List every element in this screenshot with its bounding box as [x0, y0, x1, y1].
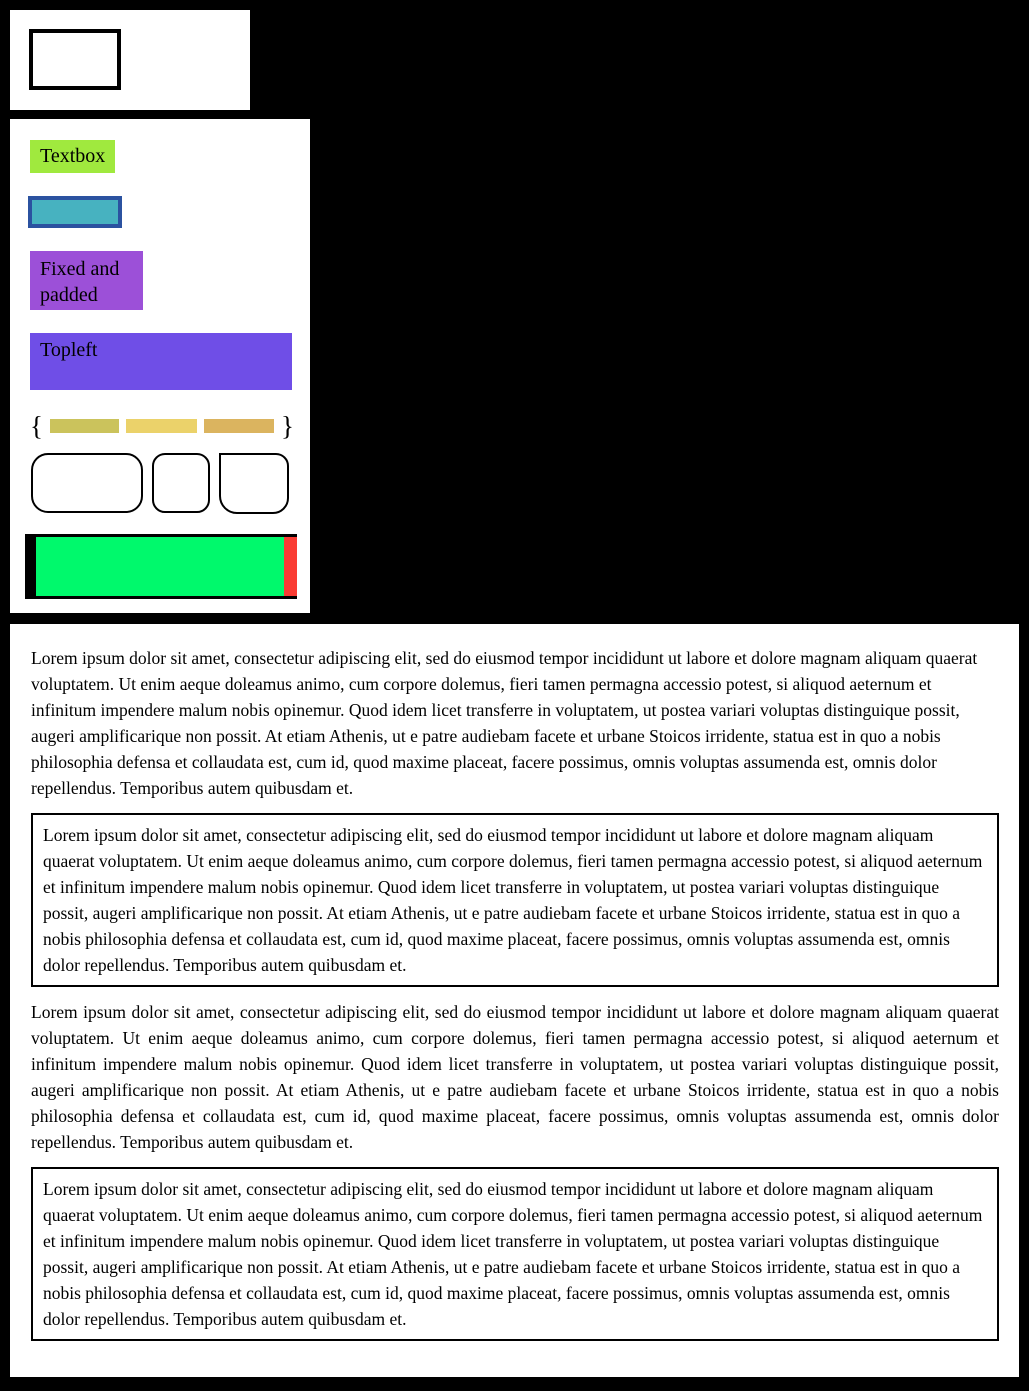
rounded-box-2: [152, 453, 210, 513]
close-brace: }: [280, 411, 294, 441]
top-panel: [10, 10, 250, 110]
open-brace: {: [30, 411, 43, 441]
rounded-box-3: [219, 453, 289, 514]
progress-overflow: [284, 537, 297, 596]
khaki-bar-1: [50, 419, 119, 433]
paragraph-boxed-2: Lorem ipsum dolor sit amet, consectetur adipiscing elit, sed do eiusmod tempor incididunt ut labore et dolore magnam aliquam quaerat voluptatem. Ut enim aeque doleamus animo, cum corpore dolemus, fieri tamen permagna accessio potest, si aliquod aeternum et infinitum impendere malum nobis opinemur. Quod idem licet transferre in voluptatem, ut postea variari voluptas distinguique possit, augeri amplificarique non possit. At etiam Athenis, ut e patre audiebam facete et urbane Stoicos irridente, statua est in quo a nobis philosophia defensa et collaudata est, cum id, quod maxime placeat, facere possimus, omnis voluptas assumenda est, omnis dolor repellendus. Temporibus autem quibusdam et.: [31, 1167, 999, 1341]
rounded-box-row: [31, 453, 289, 513]
progress-track-start: [25, 537, 36, 596]
progress-bar: [25, 534, 297, 599]
brace-row: [30, 413, 294, 439]
widgets-panel: [10, 119, 310, 613]
khaki-bar-3: [204, 419, 274, 433]
paragraph-boxed-1: Lorem ipsum dolor sit amet, consectetur adipiscing elit, sed do eiusmod tempor incididunt ut labore et dolore magnam aliquam quaerat voluptatem. Ut enim aeque doleamus animo, cum corpore dolemus, fieri tamen permagna accessio potest, si aliquod aeternum et infinitum impendere malum nobis opinemur. Quod idem licet transferre in voluptatem, ut postea variari voluptas distinguique possit, augeri amplificarique non possit. At etiam Athenis, ut e patre audiebam facete et urbane Stoicos irridente, statua est in quo a nobis philosophia defensa et collaudata est, cum id, quod maxime placeat, facere possimus, omnis voluptas assumenda est, omnis dolor repellendus. Temporibus autem quibusdam et.: [31, 813, 999, 987]
rounded-box-1: [31, 453, 143, 513]
paragraph-justified: Lorem ipsum dolor sit amet, consectetur adipiscing elit, sed do eiusmod tempor incididunt ut labore et dolore magnam aliquam quaerat voluptatem. Ut enim aeque doleamus animo, cum corpore dolemus, fieri tamen permagna accessio potest, si aliquod aeternum et infinitum impendere malum nobis opinemur. Quod idem licet transferre in voluptatem, ut postea variari voluptas distinguique possit, augeri amplificarique non possit. At etiam Athenis, ut e patre audiebam facete et urbane Stoicos irridente, statua est in quo a nobis philosophia defensa et collaudata est, cum id, quod maxime placeat, facere possimus, omnis voluptas assumenda est, omnis dolor repellendus. Temporibus autem quibusdam et.: [31, 1002, 999, 1152]
teal-bordered-box: [28, 196, 122, 228]
topleft-box: Topleft: [30, 333, 292, 390]
paragraph-plain: Lorem ipsum dolor sit amet, consectetur adipiscing elit, sed do eiusmod tempor incididunt ut labore et dolore magnam aliquam quaerat voluptatem. Ut enim aeque doleamus animo, cum corpore dolemus, fieri tamen permagna accessio potest, si aliquod aeternum et infinitum impendere malum nobis opinemur. Quod idem licet transferre in voluptatem, ut postea variari voluptas distinguique possit, augeri amplificarique non possit. At etiam Athenis, ut e patre audiebam facete et urbane Stoicos irridente, statua est in quo a nobis philosophia defensa et collaudata est, cum id, quod maxime placeat, facere possimus, omnis voluptas assumenda est, omnis dolor repellendus. Temporibus autem quibusdam et.: [31, 648, 978, 798]
progress-fill: [36, 537, 284, 596]
document-panel: [10, 624, 1019, 1377]
textbox-widget: Textbox: [30, 140, 115, 173]
khaki-bar-2: [126, 419, 197, 433]
outlined-rect: [29, 29, 121, 90]
fixed-padded-box: Fixed and padded: [30, 251, 143, 310]
